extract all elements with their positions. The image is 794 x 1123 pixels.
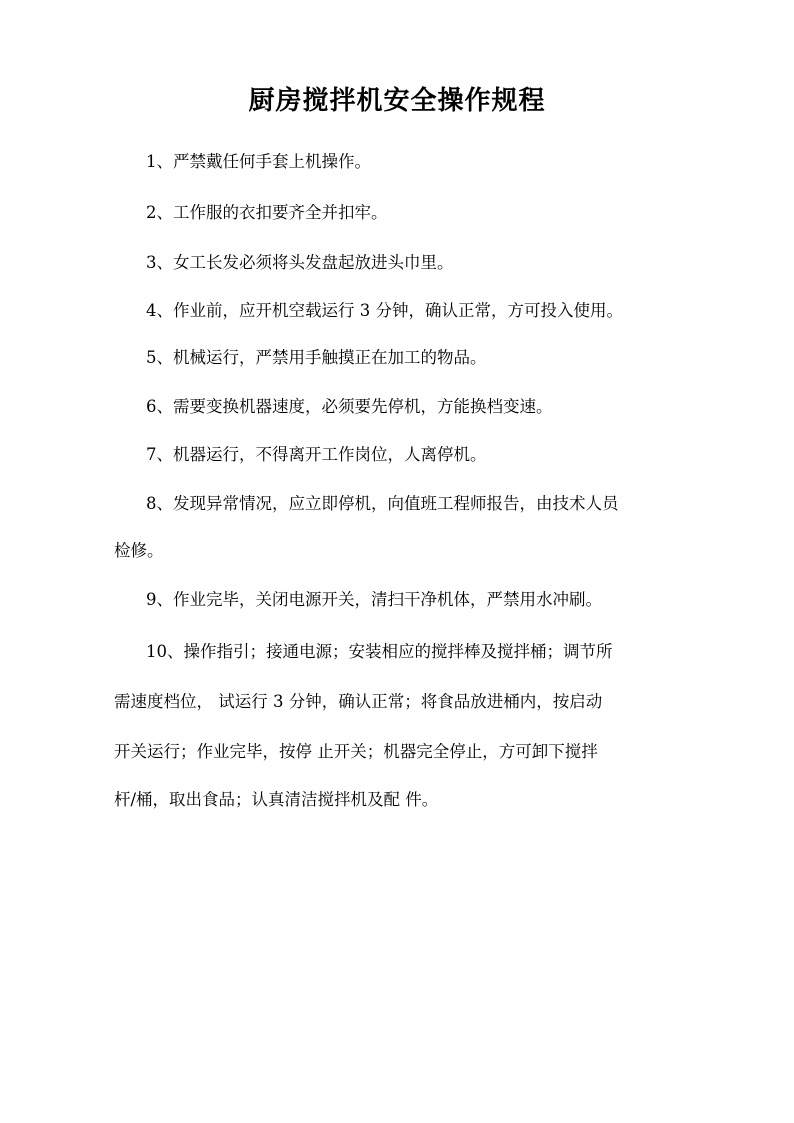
rule-item-10-line-3: 开关运行；作业完毕，按停 止开关；机器完全停止，方可卸下搅拌 — [114, 742, 598, 761]
rule-item-5: 5、机械运行，严禁用手触摸正在加工的物品。 — [146, 348, 487, 367]
rule-item-8-line-1: 8、发现异常情况，应立即停机，向值班工程师报告，由技术人员 — [146, 494, 619, 513]
rule-item-3: 3、女工长发必须将头发盘起放进头巾里。 — [146, 253, 454, 272]
rule-item-4: 4、作业前，应开机空载运行 3 分钟，确认正常，方可投入使用。 — [146, 301, 623, 320]
rule-item-8-line-2: 检修。 — [114, 541, 164, 560]
rule-item-10-line-1: 10、操作指引；接通电源；安装相应的搅拌棒及搅拌桶；调节所 — [146, 642, 613, 661]
rule-item-7: 7、机器运行，不得离开工作岗位，人离停机。 — [146, 445, 487, 464]
document-title: 厨房搅拌机安全操作规程 — [248, 86, 546, 116]
rule-item-1: 1、严禁戴任何手套上机操作。 — [146, 152, 371, 171]
rule-item-2: 2、工作服的衣扣要齐全并扣牢。 — [146, 203, 388, 222]
rule-item-10-line-4: 杆/桶，取出食品；认真清洁搅拌机及配 件。 — [114, 790, 439, 809]
rule-item-10-line-2: 需速度档位， 试运行 3 分钟，确认正常；将食品放进桶内，按启动 — [114, 692, 603, 711]
rule-item-6: 6、需要变换机器速度，必须要先停机，方能换档变速。 — [146, 397, 553, 416]
rule-item-9: 9、作业完毕，关闭电源开关，清扫干净机体，严禁用水冲刷。 — [146, 590, 602, 609]
